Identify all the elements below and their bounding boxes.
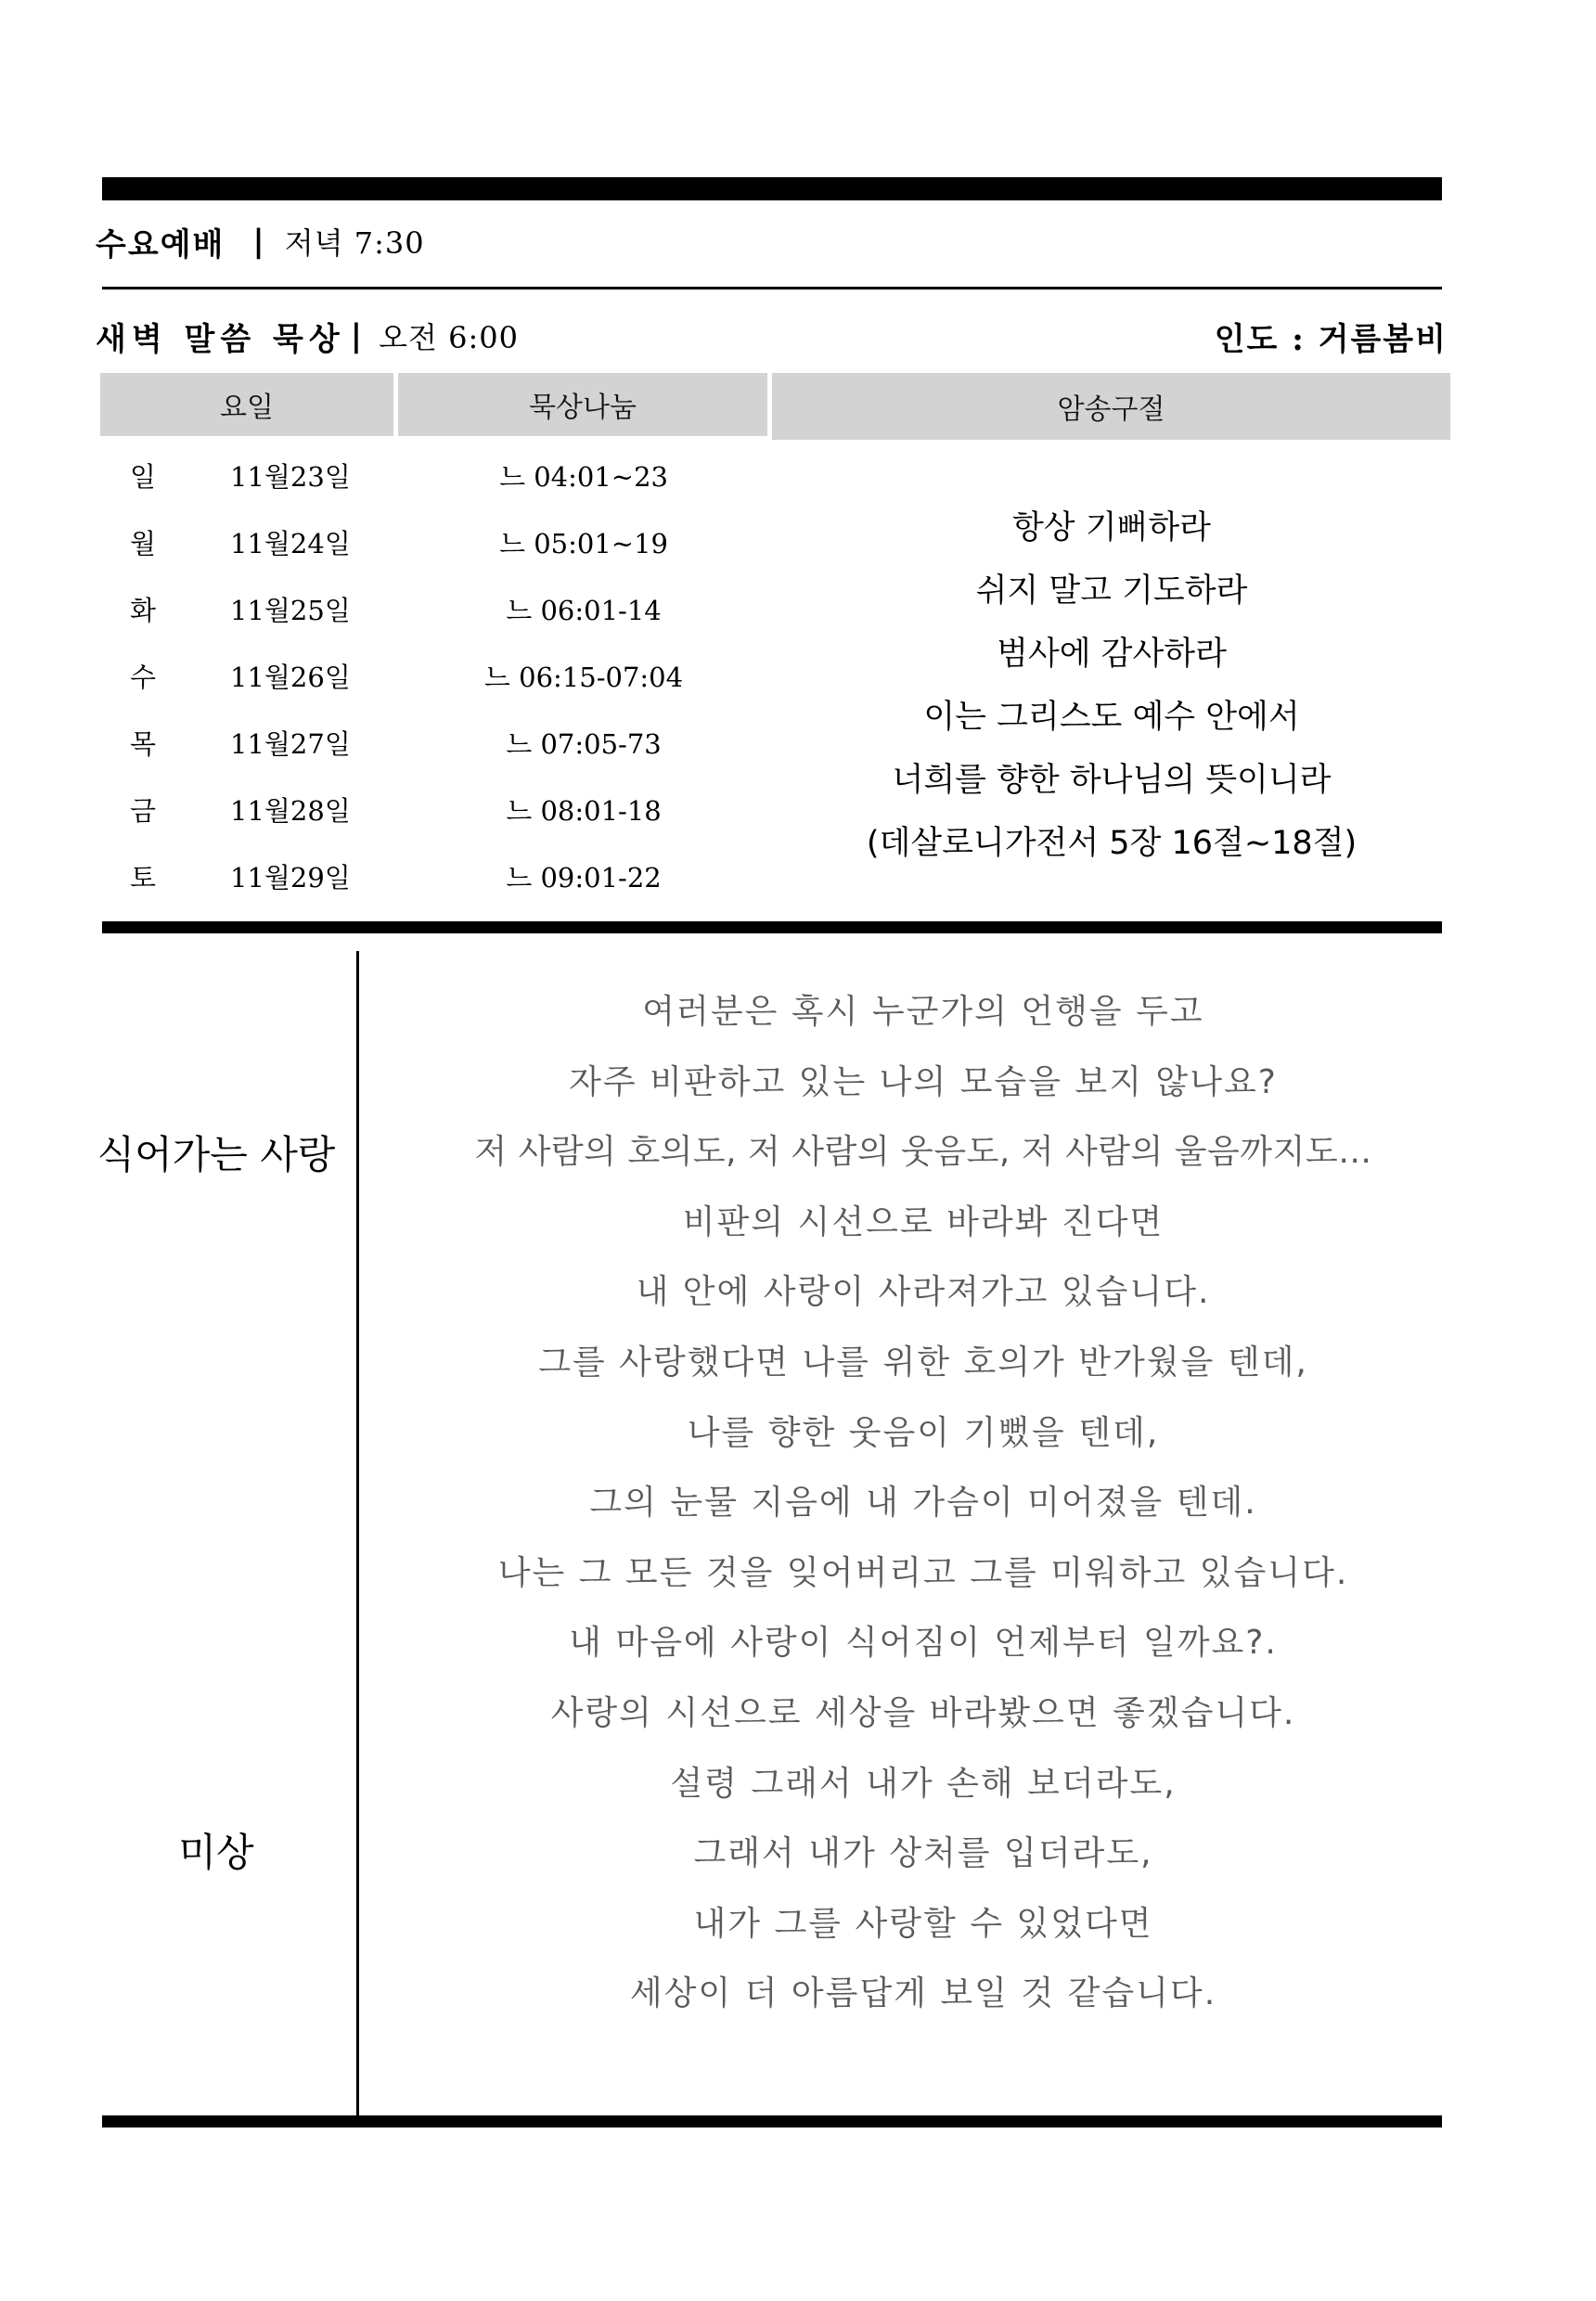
wednesday-service-row [96, 221, 425, 262]
body-line: 내가 그를 사랑할 수 있었다면 [693, 1904, 1153, 1943]
wednesday-service-time: 저녁 7:30 [284, 225, 425, 261]
row-day: 금 [130, 795, 157, 827]
row-reading: 느 08:01-18 [506, 795, 662, 827]
row-date: 11월28일 [230, 795, 351, 827]
row-day: 화 [130, 595, 157, 626]
separator: | [350, 317, 363, 354]
table-row [100, 456, 768, 497]
table-header-reading: 묵상나눔 [398, 373, 767, 436]
verse-line: 범사에 감사하라 [997, 636, 1227, 673]
table-row [100, 857, 768, 898]
verse-line: 쉬지 말고 기도하라 [975, 572, 1248, 610]
dawn-meditation-row [96, 315, 519, 356]
body-line: 여러분은 혹시 누군가의 언행을 두고 [642, 993, 1204, 1031]
body-line: 그래서 내가 상처를 입더라도, [693, 1834, 1153, 1873]
body-line: 세상이 더 아름답게 보일 것 같습니다. [629, 1974, 1217, 2013]
wednesday-service-title: 수요예배 [96, 225, 225, 264]
body-line: 설령 그래서 내가 손해 보더라도, [670, 1764, 1177, 1803]
table-row [100, 657, 768, 698]
verse-line: 항상 기뻐하라 [1012, 509, 1211, 546]
section-divider [102, 287, 1442, 289]
row-day: 일 [130, 461, 157, 493]
mid-rule [102, 921, 1442, 933]
row-reading: 느 09:01-22 [506, 862, 662, 893]
piece-body [371, 977, 1475, 2029]
row-date: 11월23일 [230, 461, 351, 493]
body-line: 그의 눈물 지음에 내 가슴이 미어졌을 텐데. [589, 1484, 1257, 1523]
table-header-memory-verse: 암송구절 [772, 373, 1450, 440]
top-rule [102, 177, 1442, 200]
body-line: 저 사람의 호의도, 저 사람의 웃음도, 저 사람의 울음까지도… [474, 1133, 1372, 1172]
table-row [100, 724, 768, 765]
row-date: 11월25일 [230, 595, 351, 626]
body-line: 내 안에 사랑이 사라져가고 있습니다. [636, 1273, 1211, 1312]
row-day: 월 [130, 528, 157, 559]
row-date: 11월29일 [230, 862, 351, 893]
row-date: 11월27일 [230, 728, 351, 760]
separator: | [252, 223, 264, 260]
body-line: 나를 향한 웃음이 기뻤을 텐데, [687, 1413, 1160, 1452]
leader-label: 인도 : 거름봄비 [1214, 320, 1448, 358]
row-reading: 느 06:01-14 [506, 595, 662, 626]
row-reading: 느 06:15-07:04 [483, 662, 684, 693]
row-reading: 느 04:01~23 [498, 461, 668, 493]
dawn-meditation-title: 새벽 말씀 묵상 [96, 320, 345, 358]
row-day: 목 [130, 728, 157, 760]
piece-title: 식어가는 사랑 [97, 1132, 336, 1177]
verse-reference: (데살로니가전서 5장 16절~18절) [866, 825, 1358, 862]
piece-author: 미상 [178, 1830, 254, 1875]
body-line: 내 마음에 사랑이 식어짐이 언제부터 일까요?. [569, 1624, 1278, 1663]
body-line: 사랑의 시선으로 세상을 바라봤으면 좋겠습니다. [550, 1693, 1296, 1732]
body-line: 그를 사랑했다면 나를 위한 호의가 반가웠을 텐데, [538, 1343, 1308, 1382]
memory-verse [772, 496, 1451, 875]
verse-line: 너희를 향한 하나님의 뜻이니라 [892, 762, 1332, 799]
table-row [100, 791, 768, 831]
table-header-day: 요일 [100, 373, 393, 436]
verse-line: 이는 그리스도 예수 안에서 [923, 699, 1300, 736]
dawn-meditation-time: 오전 6:00 [379, 320, 519, 355]
row-day: 토 [130, 862, 157, 893]
table-row [100, 590, 768, 631]
row-date: 11월24일 [230, 528, 351, 559]
row-reading: 느 07:05-73 [506, 728, 662, 760]
row-date: 11월26일 [230, 662, 351, 693]
body-line: 자주 비판하고 있는 나의 모습을 보지 않나요? [569, 1062, 1278, 1101]
row-reading: 느 05:01~19 [498, 528, 668, 559]
row-day: 수 [130, 662, 157, 693]
table-row [100, 523, 768, 564]
bottom-rule [102, 2115, 1442, 2127]
body-line: 나는 그 모든 것을 잊어버리고 그를 미워하고 있습니다. [497, 1553, 1349, 1592]
body-line: 비판의 시선으로 바라봐 진다면 [682, 1202, 1165, 1241]
